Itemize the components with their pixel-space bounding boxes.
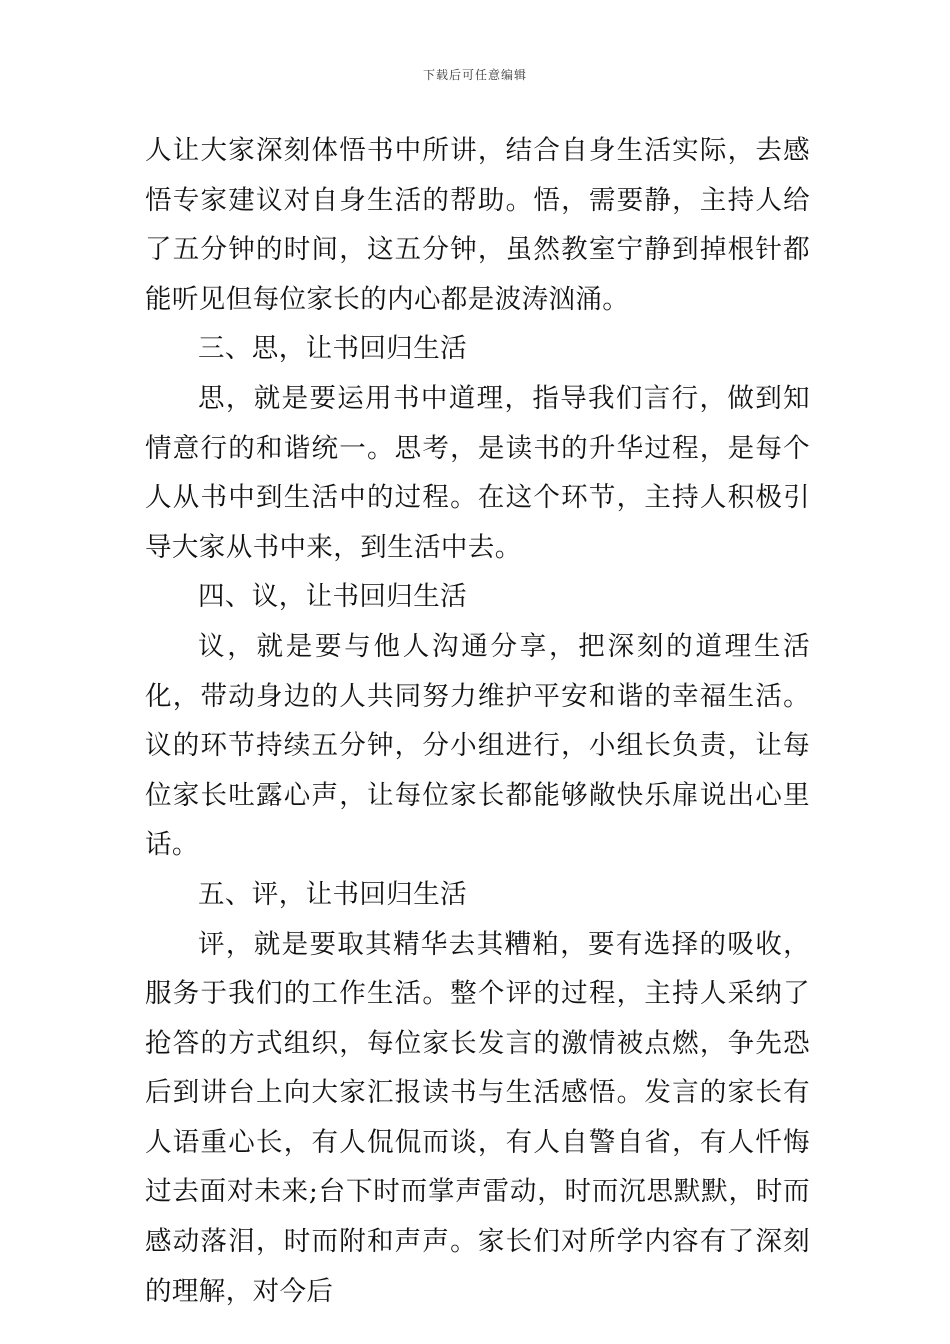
document-body — [145, 126, 810, 1316]
paragraph-continuation: 人让大家深刻体悟书中所讲，结合自身生活实际，去感悟专家建议对自身生活的帮助。悟，需要静，主持人给了五分钟的时间，这五分钟，虽然教室宁静到掉根针都能听见但每位家长的内心都是波涛汹涌。 — [145, 135, 810, 315]
section-heading-discuss: 四、议，让书回归生活 — [198, 581, 467, 613]
paragraph-think: 思，就是要运用书中道理，指导我们言行，做到知情意行的和谐统一。思考，是读书的升华过程，是每个人从书中到生活中的过程。在这个环节，主持人积极引导大家从书中来，到生活中去。 — [145, 382, 810, 563]
page-header: 下载后可任意编辑 — [422, 68, 527, 82]
section-heading-evaluate: 五、评，让书回归生活 — [198, 878, 467, 910]
section-heading-think: 三、思，让书回归生活 — [198, 333, 467, 365]
paragraph-discuss: 议，就是要与他人沟通分享，把深刻的道理生活化，带动身边的人共同努力维护平安和谐的幸福生活。议的环节持续五分钟，分小组进行，小组长负责，让每位家长吐露心声，让每位家长都能够敞快乐扉说出心里话。 — [145, 630, 810, 861]
paragraph-evaluate: 评，就是要取其精华去其糟粕，要有选择的吸收，服务于我们的工作生活。整个评的过程，主持人采纳了抢答的方式组织，每位家长发言的激情被点燃，争先恐后到讲台上向大家汇报读书与生活感悟。发言的家长有人语重心长，有人侃侃而谈，有人自警自省，有人忏悔过去面对未来;台下时而掌声雷动，时而沉思默默，时而感动落泪，时而附和声声。家长们对所学内容有了深刻的理解，对今后 — [145, 928, 810, 1307]
